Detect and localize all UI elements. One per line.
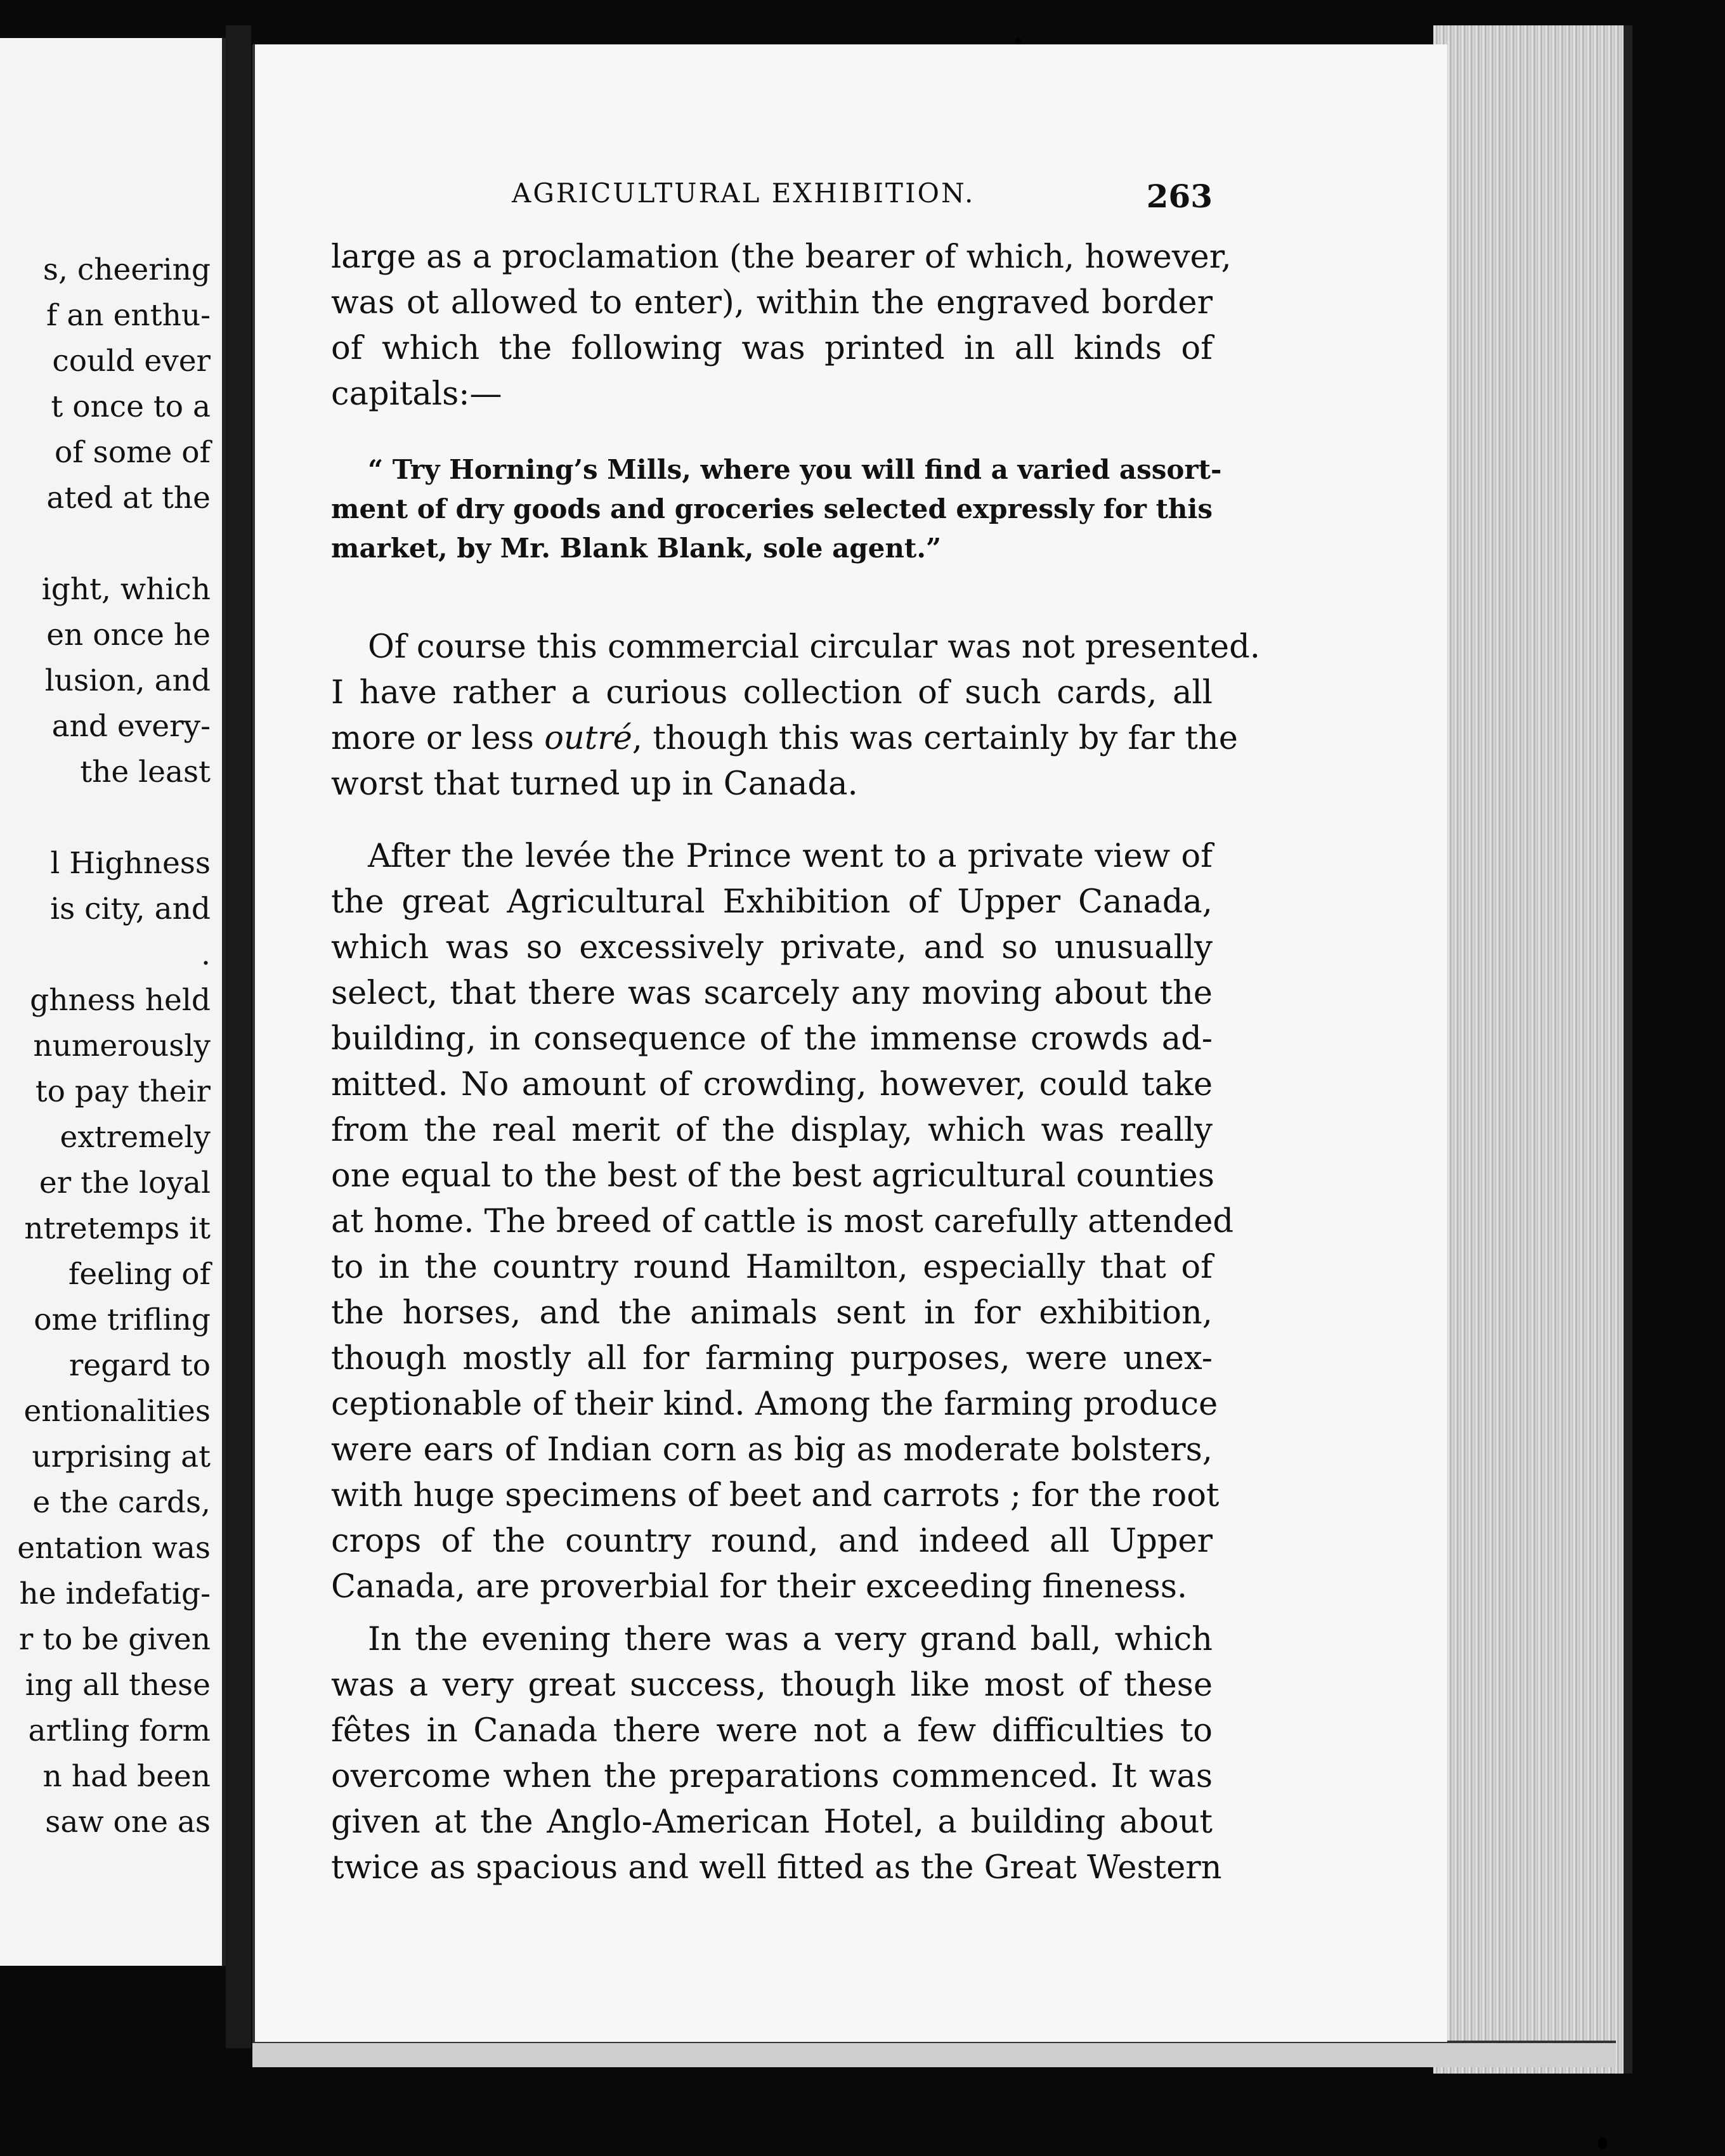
text-line: select, that there was scarcely any moving about the xyxy=(331,975,1213,1012)
text-line: with huge specimens of beet and carrots ; for the root xyxy=(331,1477,1220,1514)
text-line: mitted. No amount of crowding, however, could take xyxy=(331,1066,1213,1103)
left-page-line: extremely xyxy=(60,1120,211,1155)
quote-line: “ Try Horning’s Mills, where you will find a varied assort- xyxy=(368,454,1222,485)
text-line xyxy=(331,716,1238,762)
book-gutter xyxy=(226,25,251,2048)
left-page-line: numerously xyxy=(33,1029,211,1063)
text-line: large as a proclamation (the bearer of which, however, xyxy=(331,238,1232,276)
left-page-line xyxy=(1,795,211,841)
left-page-line: ing all these xyxy=(25,1668,211,1703)
text-line: Of course this commercial circular was not presented. xyxy=(368,628,1260,666)
text-line: the great Agricultural Exhibition of Upper Canada, xyxy=(331,883,1213,921)
paragraph-3 xyxy=(331,834,1234,1610)
text-line: overcome when the preparations commenced. It was xyxy=(331,1758,1213,1795)
text-line: the horses, and the animals sent in for exhibition, xyxy=(331,1294,1213,1332)
text-line: given at the Anglo-American Hotel, a building about xyxy=(331,1803,1213,1841)
left-page-line: ated at the xyxy=(46,481,211,516)
text-line: Canada, are proverbial for their exceeding fineness. xyxy=(331,1568,1188,1606)
left-page-line: ghness held xyxy=(30,983,211,1018)
text-line: I have rather a curious collection of such cards, all xyxy=(331,674,1213,711)
text-line: In the evening there was a very grand ball, which xyxy=(368,1621,1213,1658)
left-page-fragment xyxy=(0,38,226,1966)
text-line: was a very great success, though like most of these xyxy=(331,1666,1213,1704)
left-page-line: er the loyal xyxy=(39,1166,211,1200)
left-page-line: feeling of xyxy=(68,1257,211,1292)
quote-line: market, by Mr. Blank Blank, sole agent.” xyxy=(331,533,942,564)
text-line: was ot allowed to enter), within the engraved border xyxy=(331,284,1213,321)
text-line: building, in consequence of the immense crowds ad- xyxy=(331,1020,1213,1058)
quote-line: ment of dry goods and groceries selected expressly for this xyxy=(331,493,1213,524)
left-page-line: f an enthu- xyxy=(46,298,211,333)
text-line: which was so excessively private, and so unusually xyxy=(331,929,1213,966)
left-page-line: ight, which xyxy=(41,572,211,607)
paragraph-1 xyxy=(331,235,1232,417)
left-page-line: n had been xyxy=(42,1759,211,1794)
text-line: ceptionable of their kind. Among the farming produce xyxy=(331,1386,1218,1423)
text-line: at home. The breed of cattle is most carefully attended xyxy=(331,1203,1234,1240)
text-line: After the levée the Prince went to a private view of xyxy=(368,838,1213,875)
left-page-line: entionalities xyxy=(23,1394,211,1429)
scan-speck xyxy=(1015,38,1021,44)
text-line: were ears of Indian corn as big as moderate bolsters, xyxy=(331,1431,1213,1469)
left-page-line: artling form xyxy=(28,1713,211,1748)
text-line: though mostly all for farming purposes, were unex- xyxy=(331,1340,1213,1377)
text-line: one equal to the best of the best agricultural counties xyxy=(331,1157,1214,1195)
left-page-line: he indefatig- xyxy=(19,1576,211,1611)
text-line: crops of the country round, and indeed all Upper xyxy=(331,1523,1213,1560)
text-line: capitals:— xyxy=(331,375,502,413)
text-line: fêtes in Canada there were not a few difficulties to xyxy=(331,1712,1213,1750)
left-page-line: urprising at xyxy=(32,1439,211,1474)
left-page-line: e the cards, xyxy=(32,1485,211,1520)
page-number: 263 xyxy=(1146,178,1213,215)
left-page-line: . xyxy=(201,937,211,972)
scan-speck xyxy=(1598,2137,1607,2150)
running-head xyxy=(331,178,1213,216)
quoted-circular xyxy=(331,450,1222,568)
left-page-line: t once to a xyxy=(51,389,211,424)
paragraph-2 xyxy=(331,625,1260,807)
paragraph-4 xyxy=(331,1617,1222,1891)
left-page-line: ntretemps it xyxy=(24,1211,211,1246)
page-edges xyxy=(1433,25,1632,2074)
left-page-line: ome trifling xyxy=(34,1302,211,1337)
left-page-line: entation was xyxy=(17,1531,211,1566)
left-page-line: regard to xyxy=(68,1348,211,1383)
text-segment: more or less xyxy=(331,720,545,757)
left-page-line: en once he xyxy=(46,618,211,653)
left-page-text xyxy=(1,247,211,1845)
left-page-line: is city, and xyxy=(50,892,211,926)
left-page-line: s, cheering xyxy=(42,252,211,287)
bottom-page-edge xyxy=(252,2041,1616,2067)
left-page-line: l Highness xyxy=(50,846,211,881)
main-page xyxy=(252,44,1447,2042)
text-line: twice as spacious and well fitted as the Great Western xyxy=(331,1849,1222,1886)
text-segment: , though this was certainly by far the xyxy=(632,720,1238,757)
text-line: of which the following was printed in all kinds of xyxy=(331,330,1213,367)
left-page-line: could ever xyxy=(52,344,211,379)
left-page-line: lusion, and xyxy=(44,663,211,698)
left-page-line: the least xyxy=(80,755,211,789)
left-page-line: r to be given xyxy=(18,1622,211,1657)
text-line: to in the country round Hamilton, especially that of xyxy=(331,1249,1213,1286)
italic-word: outré xyxy=(544,720,632,757)
running-head-title: AGRICULTURAL EXHIBITION. xyxy=(512,178,975,209)
left-page-line: and every- xyxy=(51,709,211,744)
left-page-line: to pay their xyxy=(35,1074,211,1109)
left-page-line: saw one as xyxy=(45,1805,211,1840)
text-line: from the real merit of the display, which was really xyxy=(331,1112,1213,1149)
left-page-line: of some of xyxy=(54,435,211,470)
left-page-line xyxy=(1,521,211,567)
text-line: worst that turned up in Canada. xyxy=(331,765,858,803)
